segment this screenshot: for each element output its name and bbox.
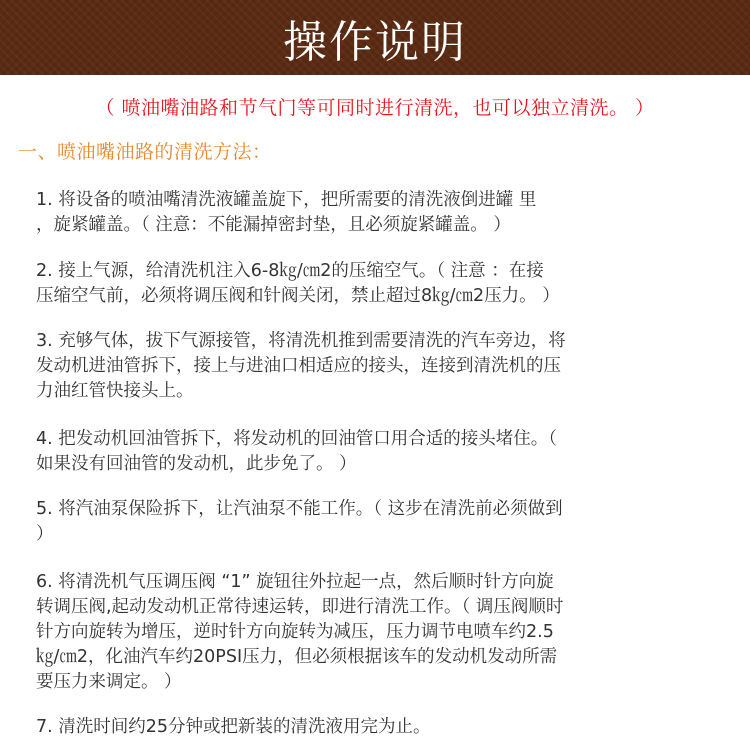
step-line: 针方向旋转为增压，逆时针方向旋转为减压，压力调节电喷车约2.5	[36, 622, 554, 642]
step-line: 3. 充够气体，拔下气源接管，将清洗机推到需要清洗的汽车旁边，将	[36, 331, 566, 351]
step-line: 转调压阀,起动发动机正常待速运转，即进行清洗工作。（ 调压阀顺时	[36, 597, 564, 617]
step-line: 2. 接上气源，给清洗机注入6-8㎏/㎝2的压缩空气。（ 注意 ：在接	[36, 261, 544, 281]
page-title: 操作说明	[283, 16, 467, 68]
step-line: 4. 把发动机回油管拆下，将发动机的回油管口用合适的接头堵住。（	[36, 429, 558, 449]
step-5	[36, 497, 716, 547]
note-text: （ 喷油嘴油路和节气门等可同时进行清洗，也可以独立清洗。 ）	[95, 97, 655, 119]
step-3	[36, 329, 716, 404]
step-line: 7. 清洗时间约25分钟或把新装的清洗液用完为止。	[36, 717, 431, 737]
step-line: ，旋紧罐盖。（ 注意：不能漏掉密封垫，且必须旋紧罐盖。 ）	[36, 215, 511, 235]
step-line: ）	[36, 524, 54, 544]
step-line: 要压力来调定。 ）	[36, 672, 182, 692]
section-heading: 一、喷油嘴油路的清洗方法：	[18, 141, 272, 163]
step-7	[36, 715, 716, 740]
step-line: 5. 将汽油泵保险拆下，让汽油泵不能工作。（ 这步在清洗前必须做到	[36, 499, 563, 519]
step-line: 6. 将清洗机气压调压阀 “1” 旋钮往外拉起一点，然后顺时针方向旋	[36, 572, 554, 592]
step-2	[36, 259, 716, 309]
step-6	[36, 570, 716, 695]
step-line: ㎏/㎝2，化油汽车约20PSI压力，但必须根据该车的发动机发动所需	[36, 647, 558, 667]
step-line: 压缩空气前，必须将调压阀和针阀关闭，禁止超过8㎏/㎝2压力。 ）	[36, 286, 560, 306]
step-line: 1. 将设备的喷油嘴清洗液罐盖旋下，把所需要的清洗液倒进罐 里	[36, 190, 537, 210]
step-line: 力油红管快接头上。	[36, 381, 194, 401]
step-line: 发动机进油管拆下，接上与进油口相适应的接头，连接到清洗机的压	[36, 356, 561, 376]
title-banner	[0, 0, 750, 75]
step-line: 如果没有回油管的发动机，此步免了。 ）	[36, 454, 357, 474]
step-4	[36, 427, 716, 477]
step-1	[36, 188, 716, 238]
